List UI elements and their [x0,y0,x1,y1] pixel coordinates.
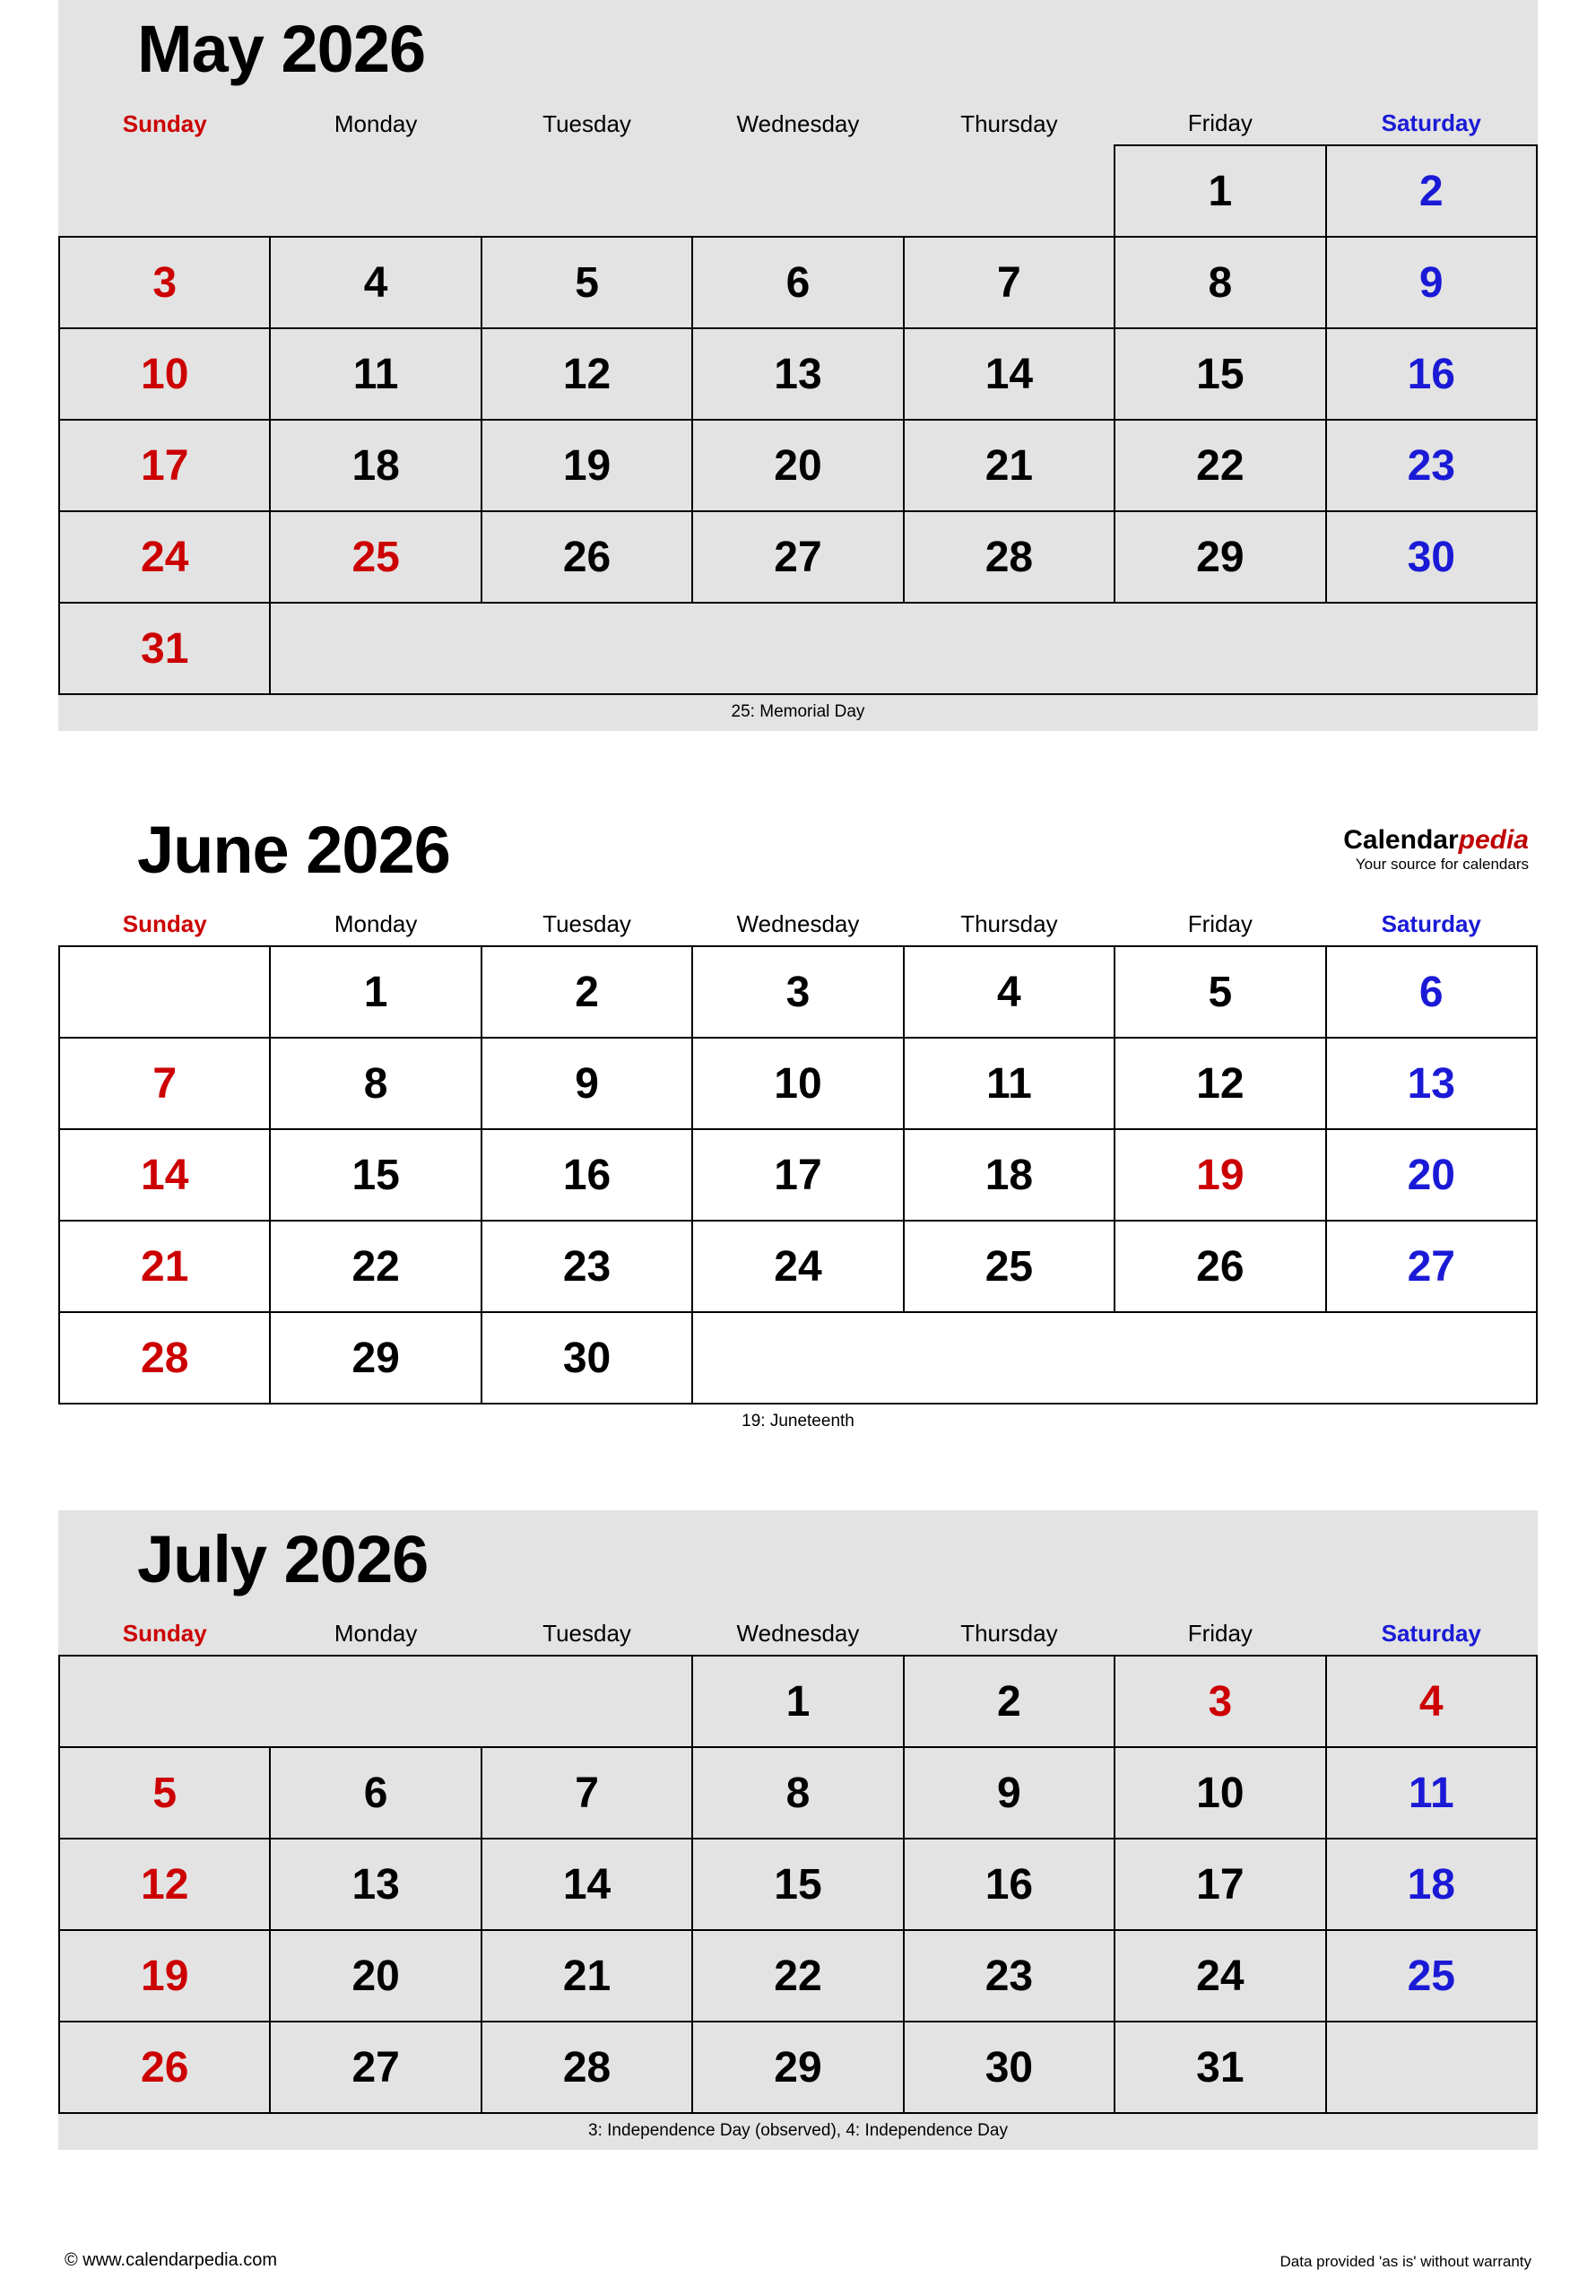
month-block-june [58,801,1538,1440]
weekday-monday: Monday [334,1620,418,1647]
empty-cell [692,1312,1537,1404]
day-cell[interactable]: 4 [270,237,481,328]
brand-tagline: Your source for calendars [1355,855,1529,873]
day-cell[interactable]: 9 [1326,237,1537,328]
day-cell[interactable]: 22 [270,1221,481,1312]
day-cell[interactable]: 28 [481,2022,692,2113]
weekday-sunday: Sunday [122,910,207,937]
day-cell[interactable]: 18 [1326,1839,1537,1930]
day-cell[interactable]: 4 [904,946,1115,1038]
week-row [59,237,1537,328]
day-cell[interactable]: 30 [1326,511,1537,603]
weekday-sunday: Sunday [122,109,207,137]
weekday-sunday: Sunday [122,1620,207,1647]
calendar-body-june [59,946,1537,1404]
calendar-table-june [58,907,1538,1405]
brand-name-part1: Calendar [1343,825,1459,855]
day-cell[interactable]: 13 [270,1839,481,1930]
month-title-june: June 2026 [137,813,450,887]
brand-name-part2: pedia [1458,825,1529,855]
month-title-may: May 2026 [137,12,426,86]
weekday-wednesday: Wednesday [736,910,860,937]
day-cell[interactable]: 15 [270,1129,481,1221]
day-cell[interactable]: 19 [59,1930,270,2022]
day-cell[interactable]: 20 [270,1930,481,2022]
day-cell[interactable]: 7 [904,237,1115,328]
month-notes-may: 25: Memorial Day [731,702,865,721]
day-cell[interactable]: 3 [692,946,903,1038]
footer-copyright: © www.calendarpedia.com [65,2250,278,2270]
weekday-wednesday: Wednesday [736,109,860,137]
empty-cell [270,603,1537,694]
day-cell[interactable]: 25 [1326,1930,1537,2022]
weekday-saturday: Saturday [1381,910,1481,937]
weekday-header-row [59,1616,1537,1656]
day-cell[interactable]: 19 [481,420,692,511]
weekday-header-row [59,907,1537,946]
weekday-tuesday: Tuesday [542,1620,631,1647]
day-cell[interactable]: 29 [270,1312,481,1404]
day-cell-holiday[interactable]: 3 [1115,1656,1325,1747]
day-cell[interactable]: 24 [1115,1930,1325,2022]
month-block-july [58,1510,1538,2150]
day-cell[interactable]: 17 [59,420,270,511]
day-cell[interactable]: 6 [1326,946,1537,1038]
day-cell[interactable]: 11 [270,328,481,420]
empty-span [59,145,1115,237]
weekday-thursday: Thursday [960,910,1058,937]
day-cell[interactable]: 17 [692,1129,903,1221]
calendar-table-may [58,106,1538,695]
week-row [59,1839,1537,1930]
day-cell[interactable]: 2 [481,946,692,1038]
week-row [59,1747,1537,1839]
weekday-thursday: Thursday [960,1620,1058,1647]
calendar-body-july [59,1656,1537,2113]
month-notes-june: 19: Juneteenth [742,1412,854,1431]
day-cell[interactable]: 15 [692,1839,903,1930]
day-cell[interactable]: 10 [1115,1747,1325,1839]
day-cell[interactable]: 8 [1115,237,1325,328]
day-cell[interactable]: 27 [270,2022,481,2113]
day-cell[interactable]: 9 [481,1038,692,1129]
day-cell[interactable]: 7 [481,1747,692,1839]
day-cell[interactable]: 9 [904,1747,1115,1839]
day-cell[interactable]: 12 [1115,1038,1325,1129]
day-cell[interactable]: 27 [692,511,903,603]
day-cell[interactable]: 12 [59,1839,270,1930]
weekday-friday: Friday [1187,910,1253,937]
day-cell[interactable]: 5 [481,237,692,328]
calendar-table-july [58,1616,1538,2114]
day-cell[interactable]: 22 [692,1930,903,2022]
week-row [59,2022,1537,2113]
day-cell[interactable]: 13 [692,328,903,420]
day-cell[interactable]: 21 [481,1930,692,2022]
day-cell-holiday[interactable]: 25 [270,511,481,603]
day-cell[interactable]: 10 [59,328,270,420]
day-cell[interactable]: 1 [692,1656,903,1747]
empty-cell [59,946,270,1038]
brand-logo [1343,826,1529,872]
weekday-friday: Friday [1187,109,1253,136]
day-cell[interactable]: 20 [692,420,903,511]
weekday-saturday: Saturday [1381,109,1481,136]
day-cell[interactable]: 2 [904,1656,1115,1747]
day-cell[interactable]: 15 [1115,328,1325,420]
day-cell[interactable]: 7 [59,1038,270,1129]
weekday-header-row [59,106,1537,145]
day-cell[interactable]: 20 [1326,1129,1537,1221]
day-cell[interactable]: 6 [692,237,903,328]
day-cell[interactable]: 10 [692,1038,903,1129]
week-row [59,328,1537,420]
day-cell[interactable]: 22 [1115,420,1325,511]
day-cell[interactable]: 30 [904,2022,1115,2113]
week-row [59,420,1537,511]
brand-name [1343,826,1529,855]
day-cell[interactable]: 16 [481,1129,692,1221]
day-cell[interactable]: 25 [904,1221,1115,1312]
calendar-body-may [59,145,1537,694]
weekday-thursday: Thursday [960,109,1058,137]
day-cell[interactable]: 30 [481,1312,692,1404]
month-header-july [58,1510,1538,1616]
week-row [59,1312,1537,1404]
day-cell[interactable]: 5 [1115,946,1325,1038]
month-header-june [58,801,1538,907]
weekday-saturday: Saturday [1381,1620,1481,1647]
week-row [59,1038,1537,1129]
day-cell[interactable]: 23 [481,1221,692,1312]
weekday-wednesday: Wednesday [736,1620,860,1647]
day-cell[interactable]: 2 [1326,145,1537,237]
day-cell[interactable]: 16 [1326,328,1537,420]
day-cell[interactable]: 14 [481,1839,692,1930]
month-title-july: July 2026 [137,1522,429,1596]
footer-disclaimer: Data provided 'as is' without warranty [1279,2253,1531,2270]
week-row [59,1129,1537,1221]
spacer [0,1440,1596,1510]
day-cell[interactable]: 28 [59,1312,270,1404]
spacer [0,731,1596,801]
week-row [59,1656,1537,1747]
week-row [59,603,1537,694]
day-cell[interactable]: 29 [692,2022,903,2113]
day-cell[interactable]: 6 [270,1747,481,1839]
day-cell[interactable]: 3 [59,237,270,328]
day-cell[interactable]: 1 [270,946,481,1038]
day-cell[interactable]: 11 [904,1038,1115,1129]
week-row [59,1930,1537,2022]
day-cell[interactable]: 23 [1326,420,1537,511]
empty-cell [59,1656,692,1747]
week-row [59,511,1537,603]
day-cell[interactable]: 16 [904,1839,1115,1930]
page-footer [0,2250,1596,2271]
day-cell[interactable]: 13 [1326,1038,1537,1129]
day-cell[interactable]: 11 [1326,1747,1537,1839]
weekday-tuesday: Tuesday [542,109,631,137]
day-cell[interactable]: 26 [481,511,692,603]
week-row [59,145,1537,237]
day-cell[interactable]: 18 [904,1129,1115,1221]
day-cell[interactable]: 23 [904,1930,1115,2022]
week-row [59,946,1537,1038]
weekday-monday: Monday [334,109,418,137]
weekday-tuesday: Tuesday [542,910,631,937]
day-cell[interactable]: 14 [59,1129,270,1221]
day-cell[interactable]: 26 [59,2022,270,2113]
day-cell[interactable]: 28 [904,511,1115,603]
month-header-may [58,0,1538,106]
day-cell[interactable]: 1 [1115,145,1325,237]
day-cell[interactable]: 17 [1115,1839,1325,1930]
day-cell[interactable]: 26 [1115,1221,1325,1312]
day-cell[interactable]: 12 [481,328,692,420]
day-cell[interactable]: 27 [1326,1221,1537,1312]
month-notes-july: 3: Independence Day (observed), 4: Independence Day [588,2121,1008,2140]
day-cell[interactable]: 21 [59,1221,270,1312]
empty-cell [1326,2022,1537,2113]
day-cell[interactable]: 14 [904,328,1115,420]
day-cell-holiday[interactable]: 19 [1115,1129,1325,1221]
day-cell[interactable]: 29 [1115,511,1325,603]
week-row [59,1221,1537,1312]
day-cell[interactable]: 24 [59,511,270,603]
weekday-monday: Monday [334,910,418,937]
day-cell-holiday[interactable]: 4 [1326,1656,1537,1747]
day-cell[interactable]: 31 [1115,2022,1325,2113]
day-cell[interactable]: 24 [692,1221,903,1312]
weekday-friday: Friday [1187,1620,1253,1647]
day-cell[interactable]: 8 [270,1038,481,1129]
day-cell[interactable]: 31 [59,603,270,694]
day-cell[interactable]: 21 [904,420,1115,511]
month-block-may [58,0,1538,731]
day-cell[interactable]: 8 [692,1747,903,1839]
day-cell[interactable]: 18 [270,420,481,511]
day-cell[interactable]: 5 [59,1747,270,1839]
